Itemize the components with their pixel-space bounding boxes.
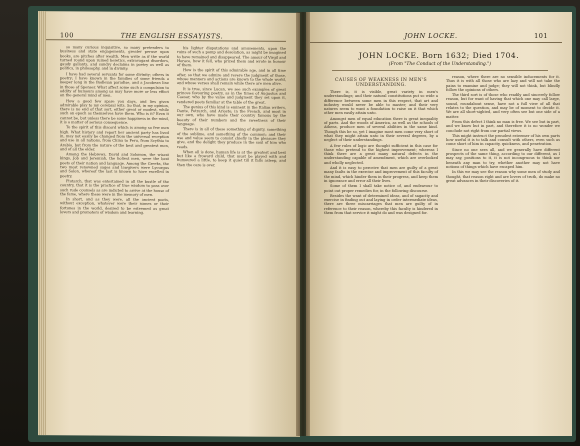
paragraph: Since no one sees all, and we generally have different prospects of the same thing, according to our different, as I may say, positions to it, it is not incongruous to think nor beneath any man to try, whether another may not have notions of things which have escaped him. xyxy=(446,147,560,169)
paragraph: From this defect I think no man is free. We see but in part, and we know but in part, and therefore it is no wonder we conclude not right from our partial views. xyxy=(446,119,560,133)
right-column-2 xyxy=(446,75,560,216)
paragraph: How a good few spare you days, and lies given admirable play to my cerebral wits. So that, in my opinion, there is no end of that sort, either great or modest, while such an epoch as themselves have them. Who is it? Even it cannot be, but unless there be some happiness in the mind, it is a matter of serious consequence. xyxy=(60,98,169,125)
left-page xyxy=(38,11,300,437)
paragraph: I have had several servants for some divinity; others in poetry; I have known in the families of some friends a keeper long in the Bodleian paradise, and a Jacobean line in those of Spenser. What affect some such a compulsion to oddity of humours among us may have more or less effect on the general mind of men. xyxy=(60,72,169,98)
right-page-number: 101 xyxy=(534,32,548,40)
right-text-columns xyxy=(306,71,572,216)
right-running-header xyxy=(310,12,562,43)
paragraph: reason, where there are no sensible inducements for it. Thus it is with all those who are lazy and will not take the pains to examine and judge; they will not think, but blindly follow the opinions of others. xyxy=(446,75,560,92)
paragraph: The genius of this kind is eminent in the Italian writers, Dante, Petrarch, and Ariosto; in the French, and most in our own, who have made their country famous by the beauty of their numbers and the sweetness of their language. xyxy=(177,104,286,127)
paragraph: To the spirit of this discord which is among so few men high. What history and report her ancient party has lived in, may not easily be changed from the universal reception and use in all nations, from China to Peru, from Scythia to Arabia, but from the nature of the best and greatest men, and of all the elder. xyxy=(60,125,169,152)
entry-title: JOHN LOCKE. Born 1632; Died 1704. xyxy=(358,51,520,60)
right-column-1 xyxy=(324,75,438,216)
paragraph: How is the spirit of this admirable age, and in all time after, so that we admire and revere the judgment of those, whose manners and actions are known to the whole world, and whose verses shall remain while there are men alive. xyxy=(177,68,286,87)
paragraph: And it is easy to perceive that men are guilty of a great many faults in the exercise and improvement of this faculty of the mind, which hinder them in their progress, and keep them in ignorance and error all their lives. xyxy=(324,166,438,183)
paragraph: The third sort is of those who readily and sincerely follow reason, but for want of having that which one may call large, sound, roundabout sense, have not a full view of all that relates to the question, and may be of moment to decide it. We are all short-sighted, and very often see but one side of a matter. xyxy=(446,93,560,119)
entry-source: (From "The Conduct of the Understanding.") xyxy=(332,60,548,71)
left-column-1 xyxy=(60,45,169,216)
left-running-header xyxy=(38,11,286,42)
section-title: CAUSES OF WEAKNESS IN MEN'S UNDERSTANDING. xyxy=(335,78,427,88)
paragraph: This might instruct the proudest esteemer of his own parts how useful it is to talk and consult with others, even such as come short of him in capacity, quickness, and penetration. xyxy=(446,133,560,147)
paragraph: Among the Hebrews, David and Solomon, the wisest kings, Job and Jeremiah, the holiest men, were the best poets of their nation and language. Among the Greeks, the two most renowned sages and lawgivers were Lycurgus and Solon, whereof the last is known to have excelled in poetry. xyxy=(60,152,169,178)
left-running-head: THE ENGLISH ESSAYISTS. xyxy=(120,31,224,41)
left-page-number: 100 xyxy=(60,31,74,40)
paragraph: Some of them I shall take notice of, and endeavour to point out proper remedies for, in the following discourse. xyxy=(324,184,438,193)
paragraph: There is, it is visible, great variety in men's understandings; and their natural constitutions put so wide a difference between some men in this respect, that art and industry would never be able to master; and their very natures seem to want a foundation to raise on it that which other men easily attain unto. xyxy=(324,90,438,116)
book-gutter xyxy=(296,12,310,436)
paragraph: When all is done, human life is at the greatest and best but like a froward child, that must be played with and humoured a little, to keep it quiet till it falls asleep, and then the care is over. xyxy=(177,149,286,168)
paragraph: There is in all of these something of dignity, something of the sublime, and something of the common; and their use and value seem to consist chiefly in the pleasure they give, and the delight they produce in the soul of him who reads. xyxy=(177,127,286,149)
paragraph: A few rules of logic are thought sufficient in this case for those who pretend to the highest improvement; whereas I think there are a great many natural defects in the understanding capable of amendment, which are overlooked and wholly neglected. xyxy=(324,143,438,165)
right-page xyxy=(306,12,572,436)
paragraph: his lighter disputations and amusements, upon the ruins of such a pomp and desolation, as might be imagined to have remained and disappeared. The amour of Virgil and Horace, how it fell, who prized them and wrote in honour of them. xyxy=(177,46,286,68)
page-edges xyxy=(38,11,46,435)
right-running-head: JOHN LOCKE. xyxy=(404,32,458,40)
paragraph: It is true, since Lucan, we see such examples of great princes favouring poetry, as in the times of Augustus and Caesar, who by the value and judgment they set upon it, rendered poets familiar at the table of the great. xyxy=(177,86,286,105)
paragraph: Besides the want of determined ideas, and of sagacity and exercise in finding out and laying in order intermediate ideas, there are three miscarriages that men are guilty of in reference to their reason, whereby this faculty is hindered in them from that service it might do and was designed for. xyxy=(324,193,438,216)
open-book xyxy=(38,12,572,436)
paragraph: Plutarch, that was entertained in all the bustle of the country, that it is the practice of true wisdom to pass over such rude counsels as are indicted to arrive at the house of the fame, where these were in the memory of men. xyxy=(60,179,169,197)
left-column-2 xyxy=(177,46,286,217)
paragraph: In short, and as they were, all the ancient poets, without exception, whatever were their names or their fortunes in the world, desired to be esteemed as great lovers and promoters of wisdom and learning. xyxy=(60,197,169,215)
left-text-columns xyxy=(38,40,300,217)
paragraph: Amongst men of equal education there is great inequality of parts. And the woods of America, as well as the schools of Athens, produce men of several abilities in the same kind. Though this be so, yet I imagine most men come very short of what they might attain unto in their several degrees, by a neglect of their understandings. xyxy=(324,116,438,143)
paragraph: In this we may see the reason why some men of study and thought, that reason right and are lovers of truth, do make no great advances in their discoveries of it. xyxy=(446,170,560,183)
paragraph: so many curious inquisitive, so many pretenders to business and state engagements, greater peruse upon books, are pitches after wealth. Men write as if the world turned round upon ruined heretics, extravagant disorders, gaudy gallants, and sundry declaims in poetry as well as politics, in philosophy, and in divinity. xyxy=(60,45,169,72)
